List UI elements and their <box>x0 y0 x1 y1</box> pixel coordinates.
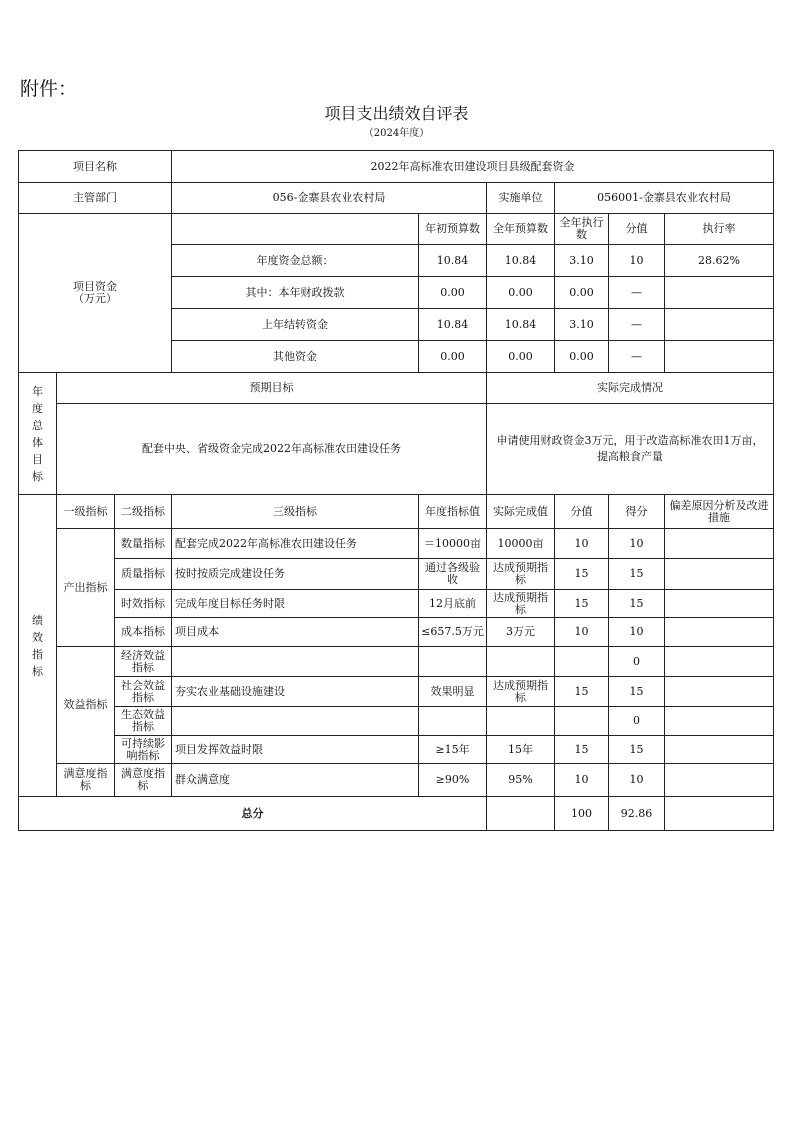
level2-indicator: 质量指标 <box>115 559 172 590</box>
department-value: 056-金寨县农业农村局 <box>172 183 487 214</box>
funds-annual: 10.84 <box>487 309 555 341</box>
funds-executed: 0.00 <box>555 341 609 373</box>
funds-initial: 10.84 <box>419 309 487 341</box>
actual-value: 达成预期指标 <box>487 559 555 590</box>
header-deviation: 偏差原因分析及改进措施 <box>665 495 774 529</box>
funds-rate <box>665 309 774 341</box>
level2-indicator: 时效指标 <box>115 590 172 618</box>
target-value: 通过各级验收 <box>419 559 487 590</box>
funds-executed: 0.00 <box>555 277 609 309</box>
level3-indicator: 项目发挥效益时限 <box>172 736 419 764</box>
indicator-side-char: 标 <box>32 664 43 678</box>
department-row <box>19 183 774 214</box>
score-value <box>555 647 609 677</box>
indicator-side-label <box>19 495 57 797</box>
level2-indicator: 可持续影响指标 <box>115 736 172 764</box>
indicator-row <box>19 529 774 559</box>
score-value: 15 <box>555 677 609 707</box>
score-value: 10 <box>555 618 609 647</box>
project-name-row <box>19 151 774 183</box>
funds-header: 年初预算数 <box>419 214 487 245</box>
total-score: 92.86 <box>609 797 665 831</box>
goals-side-char: 年 <box>32 384 43 398</box>
indicator-row <box>19 764 774 797</box>
actual-result: 申请使用财政资金3万元，用于改造高标准农田1万亩，提高粮食产量 <box>487 404 774 495</box>
level2-indicator: 生态效益指标 <box>115 707 172 736</box>
score: 15 <box>609 590 665 618</box>
level3-indicator: 群众满意度 <box>172 764 419 797</box>
goals-side-char: 体 <box>32 435 43 449</box>
funds-row-name: 其他资金 <box>172 341 419 373</box>
score-value: 15 <box>555 736 609 764</box>
header-target: 年度指标值 <box>419 495 487 529</box>
actual-value: 95% <box>487 764 555 797</box>
level1-indicator: 产出指标 <box>57 529 115 647</box>
indicator-row <box>19 736 774 764</box>
level3-indicator <box>172 647 419 677</box>
level3-indicator: 夯实农业基础设施建设 <box>172 677 419 707</box>
score-value: 15 <box>555 590 609 618</box>
expected-goal: 配套中央、省级资金完成2022年高标准农田建设任务 <box>57 404 487 495</box>
deviation-note <box>665 736 774 764</box>
goals-side-label <box>19 373 57 495</box>
level3-indicator: 完成年度目标任务时限 <box>172 590 419 618</box>
goals-side-char: 总 <box>32 418 43 432</box>
total-label: 总分 <box>19 797 487 831</box>
funds-label <box>19 214 172 373</box>
evaluation-table <box>18 150 774 831</box>
page-title: 项目支出绩效自评表 <box>324 104 469 123</box>
target-value: ≤657.5万元 <box>419 618 487 647</box>
score: 15 <box>609 677 665 707</box>
funds-annual: 0.00 <box>487 277 555 309</box>
level2-indicator: 成本指标 <box>115 618 172 647</box>
total-score-value: 100 <box>555 797 609 831</box>
funds-score-value: — <box>609 309 665 341</box>
funds-executed: 3.10 <box>555 245 609 277</box>
implementing-unit-label: 实施单位 <box>487 183 555 214</box>
indicator-row <box>19 677 774 707</box>
expected-goal-header: 预期目标 <box>57 373 487 404</box>
score-value: 10 <box>555 764 609 797</box>
funds-rate: 28.62% <box>665 245 774 277</box>
score: 15 <box>609 559 665 590</box>
level1-indicator: 效益指标 <box>57 647 115 764</box>
target-value: 效果明显 <box>419 677 487 707</box>
funds-initial: 0.00 <box>419 277 487 309</box>
funds-header-row <box>19 214 774 245</box>
level3-indicator: 配套完成2022年高标准农田建设任务 <box>172 529 419 559</box>
deviation-note <box>665 647 774 677</box>
funds-rate <box>665 277 774 309</box>
score: 0 <box>609 707 665 736</box>
funds-row-name: 年度资金总额： <box>172 245 419 277</box>
level2-indicator: 数量指标 <box>115 529 172 559</box>
indicator-side-char: 绩 <box>32 613 43 627</box>
header-score-value: 分值 <box>555 495 609 529</box>
funds-initial: 10.84 <box>419 245 487 277</box>
deviation-note <box>665 764 774 797</box>
level1-indicator: 满意度指标 <box>57 764 115 797</box>
header-level3: 三级指标 <box>172 495 419 529</box>
indicator-side-char: 效 <box>32 630 43 644</box>
goals-side-char: 标 <box>32 469 43 483</box>
funds-label-line2: （万元） <box>73 292 117 305</box>
score: 15 <box>609 736 665 764</box>
indicator-header-row <box>19 495 774 529</box>
deviation-note <box>665 559 774 590</box>
level2-indicator: 满意度指标 <box>115 764 172 797</box>
funds-rate <box>665 341 774 373</box>
indicator-row <box>19 559 774 590</box>
header-score: 得分 <box>609 495 665 529</box>
funds-header: 全年预算数 <box>487 214 555 245</box>
actual-value: 3万元 <box>487 618 555 647</box>
funds-header: 分值 <box>609 214 665 245</box>
deviation-note <box>665 529 774 559</box>
target-value: ≥15年 <box>419 736 487 764</box>
deviation-note <box>665 618 774 647</box>
level3-indicator <box>172 707 419 736</box>
target-value <box>419 707 487 736</box>
level2-indicator: 社会效益指标 <box>115 677 172 707</box>
funds-score-value: — <box>609 277 665 309</box>
target-value: ≥90% <box>419 764 487 797</box>
target-value <box>419 647 487 677</box>
funds-row-name: 上年结转资金 <box>172 309 419 341</box>
score: 0 <box>609 647 665 677</box>
funds-score-value: — <box>609 341 665 373</box>
funds-score-value: 10 <box>609 245 665 277</box>
actual-value: 达成预期指标 <box>487 590 555 618</box>
header-level1: 一级指标 <box>57 495 115 529</box>
actual-value <box>487 707 555 736</box>
score: 10 <box>609 618 665 647</box>
target-value: ＝10000亩 <box>419 529 487 559</box>
actual-result-header: 实际完成情况 <box>487 373 774 404</box>
deviation-note <box>665 677 774 707</box>
total-deviation-blank <box>665 797 774 831</box>
indicator-row <box>19 707 774 736</box>
total-blank <box>487 797 555 831</box>
level3-indicator: 按时按质完成建设任务 <box>172 559 419 590</box>
project-name-label: 项目名称 <box>19 151 172 183</box>
goals-side-char: 度 <box>32 401 43 415</box>
report-year: （2024年度） <box>363 128 430 139</box>
actual-value: 10000亩 <box>487 529 555 559</box>
funds-header: 执行率 <box>665 214 774 245</box>
indicator-row <box>19 590 774 618</box>
header-actual: 实际完成值 <box>487 495 555 529</box>
funds-row-name: 其中：本年财政拨款 <box>172 277 419 309</box>
actual-value <box>487 647 555 677</box>
funds-initial: 0.00 <box>419 341 487 373</box>
indicator-row <box>19 647 774 677</box>
level3-indicator: 项目成本 <box>172 618 419 647</box>
funds-annual: 10.84 <box>487 245 555 277</box>
goals-side-char: 目 <box>32 452 43 466</box>
score-value: 15 <box>555 559 609 590</box>
indicator-side-char: 指 <box>32 647 43 661</box>
funds-header-blank <box>172 214 419 245</box>
funds-header: 全年执行数 <box>555 214 609 245</box>
score: 10 <box>609 529 665 559</box>
attachment-label: 附件： <box>20 78 78 100</box>
goals-header-row <box>19 373 774 404</box>
target-value: 12月底前 <box>419 590 487 618</box>
total-row <box>19 797 774 831</box>
funds-annual: 0.00 <box>487 341 555 373</box>
goals-content-row <box>19 404 774 495</box>
deviation-note <box>665 590 774 618</box>
funds-executed: 3.10 <box>555 309 609 341</box>
funds-label-line1: 项目资金 <box>73 280 117 293</box>
indicator-row <box>19 618 774 647</box>
level2-indicator: 经济效益指标 <box>115 647 172 677</box>
score: 10 <box>609 764 665 797</box>
header-level2: 二级指标 <box>115 495 172 529</box>
project-name: 2022年高标准农田建设项目县级配套资金 <box>172 151 774 183</box>
implementing-unit-value: 056001-金寨县农业农村局 <box>555 183 774 214</box>
score-value: 10 <box>555 529 609 559</box>
deviation-note <box>665 707 774 736</box>
score-value <box>555 707 609 736</box>
actual-value: 15年 <box>487 736 555 764</box>
department-label: 主管部门 <box>19 183 172 214</box>
actual-value: 达成预期指标 <box>487 677 555 707</box>
